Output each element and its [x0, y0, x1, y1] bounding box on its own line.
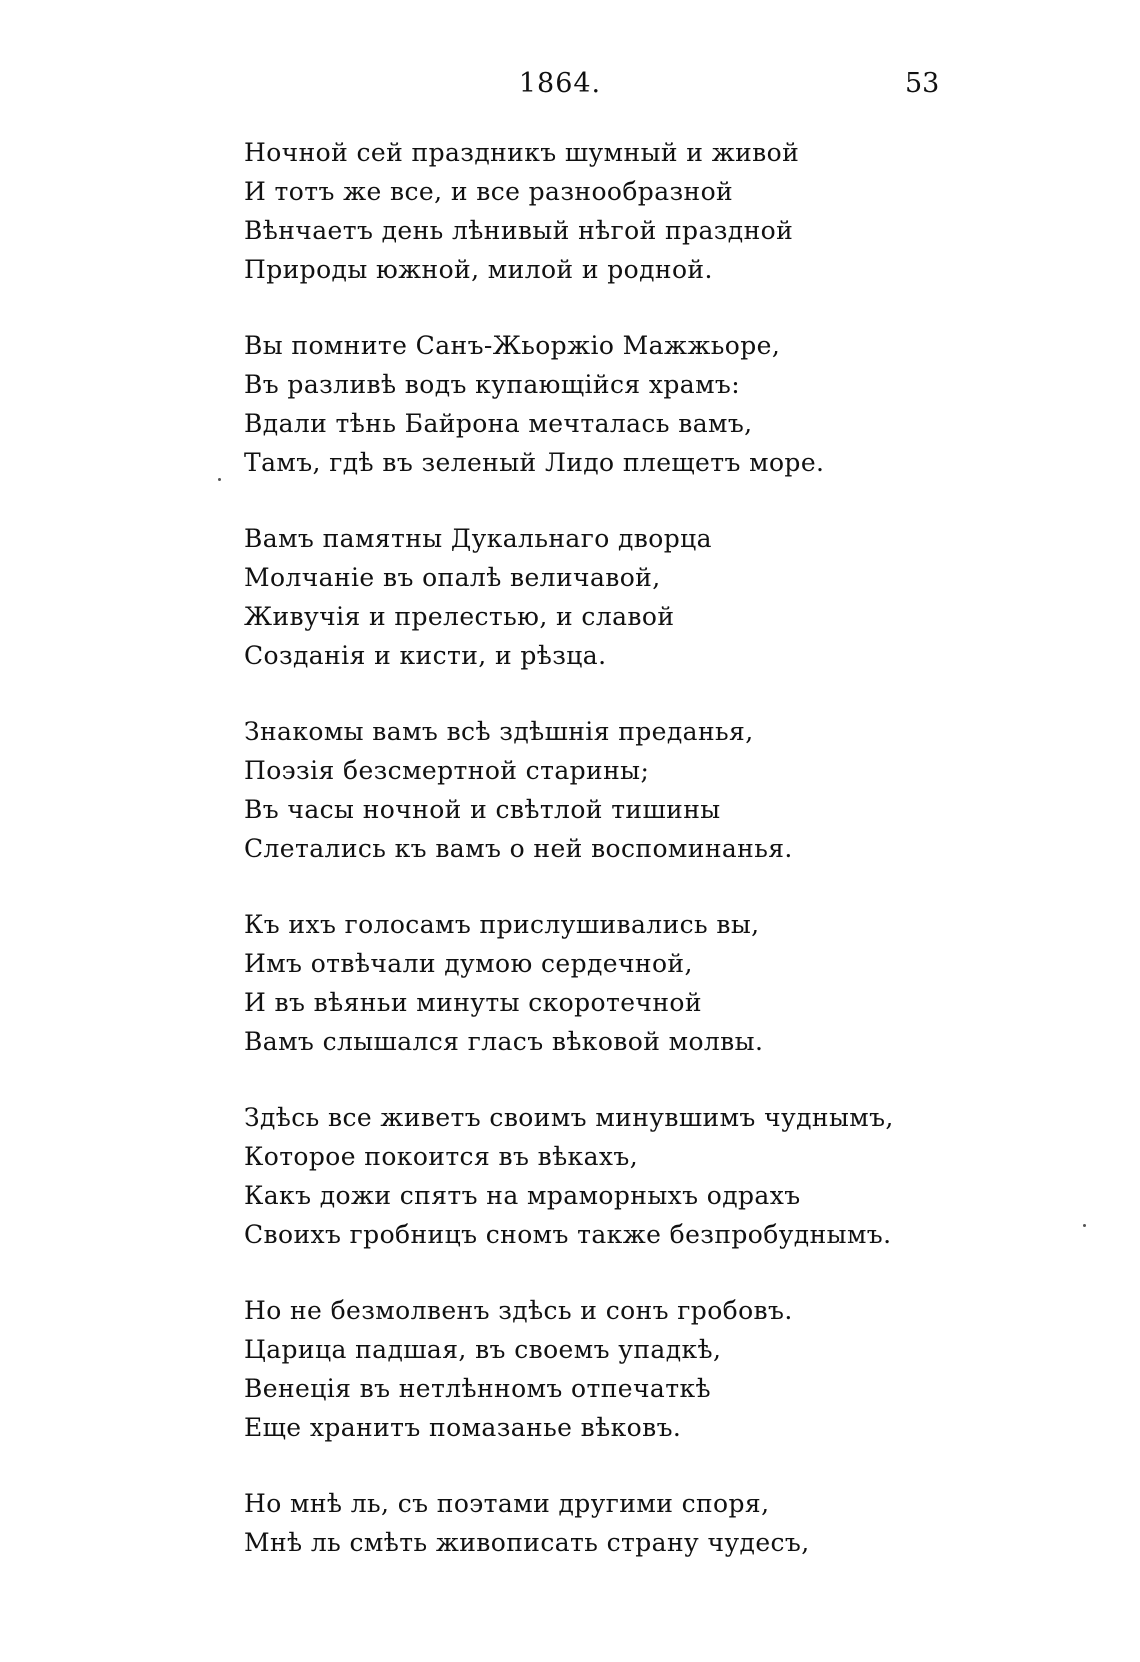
poem-line: Вы помните Санъ-Жьоржіо Мажжьоре, [244, 331, 781, 360]
page-number: 53 [905, 68, 940, 99]
poem-line: Царица падшая, въ своемъ упадкѣ, [244, 1335, 722, 1364]
print-speck [1083, 1224, 1086, 1227]
poem-line: Природы южной, милой и родной. [244, 255, 713, 284]
poem-line: Молчаніе въ опалѣ величавой, [244, 563, 661, 592]
poem-line: Ночной сей праздникъ шумный и живой [244, 138, 800, 167]
poem-line: Имъ отвѣчали думою сердечной, [244, 949, 693, 978]
poem-line: Но не безмолвенъ здѣсь и сонъ гробовъ. [244, 1296, 793, 1325]
poem-line: Вѣнчаетъ день лѣнивый нѣгой праздной [244, 216, 794, 245]
poem-body [244, 133, 1044, 1599]
poem-line: Своихъ гробницъ сномъ также безпробуднымъ. [244, 1220, 892, 1249]
poem-line: Венеція въ нетлѣнномъ отпечаткѣ [244, 1374, 711, 1403]
poem-line: Знакомы вамъ всѣ здѣшнія преданья, [244, 717, 754, 746]
poem-line: Поэзія безсмертной старины; [244, 756, 650, 785]
stanza-8 [244, 1484, 1044, 1562]
poem-line: Въ разливѣ водъ купающійся храмъ: [244, 370, 741, 399]
poem-line: Но мнѣ ль, съ поэтами другими споря, [244, 1489, 770, 1518]
poem-line: И въ вѣяньи минуты скоротечной [244, 988, 702, 1017]
stanza-7 [244, 1291, 1044, 1447]
running-head-year: 1864. [518, 68, 602, 99]
poem-line: Вамъ слышался гласъ вѣковой молвы. [244, 1027, 764, 1056]
poem-line: Живучія и прелестью, и славой [244, 602, 675, 631]
poem-line: И тотъ же все, и все разнообразной [244, 177, 734, 206]
print-speck [218, 478, 221, 481]
poem-line: Тамъ, гдѣ въ зеленый Лидо плещетъ море. [244, 448, 825, 477]
poem-line: Мнѣ ль смѣть живописать страну чудесъ, [244, 1528, 810, 1557]
poem-line: Вамъ памятны Дукальнаго дворца [244, 524, 712, 553]
stanza-1 [244, 133, 1044, 289]
poem-line: Еще хранитъ помазанье вѣковъ. [244, 1413, 682, 1442]
poem-line: Къ ихъ голосамъ прислушивались вы, [244, 910, 760, 939]
poem-line: Которое покоится въ вѣкахъ, [244, 1142, 639, 1171]
stanza-5 [244, 905, 1044, 1061]
page-header [0, 68, 1140, 108]
stanza-4 [244, 712, 1044, 868]
stanza-6 [244, 1098, 1044, 1254]
stanza-2 [244, 326, 1044, 482]
poem-line: Вдали тѣнь Байрона мечталась вамъ, [244, 409, 753, 438]
poem-line: Въ часы ночной и свѣтлой тишины [244, 795, 721, 824]
poem-line: Созданія и кисти, и рѣзца. [244, 641, 607, 670]
poem-line: Слетались къ вамъ о ней воспоминанья. [244, 834, 793, 863]
stanza-3 [244, 519, 1044, 675]
poem-line: Здѣсь все живетъ своимъ минувшимъ чуднымъ, [244, 1103, 894, 1132]
poem-line: Какъ дожи спятъ на мраморныхъ одрахъ [244, 1181, 801, 1210]
